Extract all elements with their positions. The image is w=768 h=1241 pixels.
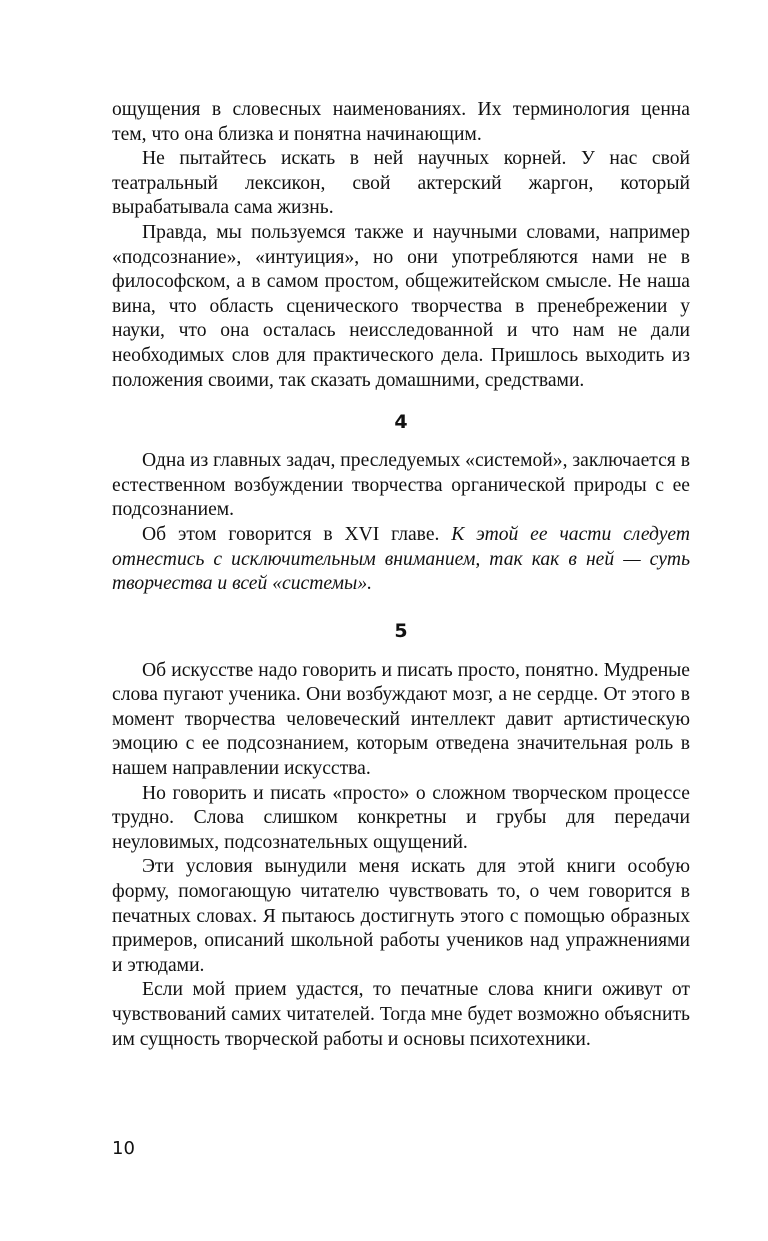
paragraph-s5-3: Эти условия вынудили меня искать для этой книги особую форму, помогающую читателю чувствовать то, о чем говорится в печатных словах. Я пытаюсь достигнуть этого с помощью образных примеров, описаний школьной работы учеников над упражнениями и этюдами. xyxy=(112,856,690,976)
paragraph-s5-1: Об искусстве надо говорить и писать просто, понятно. Мудреные слова пугают ученика. Они возбуждают мозг, а не сердце. От этого в момент творчества человеческий интеллект давит артистическую эмоцию с ее подсознанием, которым отведена значительная роль в нашем направлении искусства. xyxy=(112,659,690,780)
section-heading-5: 5 xyxy=(394,619,408,642)
section-heading-4: 4 xyxy=(394,411,408,434)
paragraph-intro-2: Не пытайтесь искать в ней научных корней. У нас свой театральный лексикон, свой актерский жаргон, который вырабатывала сама жизнь. xyxy=(112,148,690,219)
paragraph-s5-2: Но говорить и писать «просто» о сложном творческом процессе трудно. Слова слишком конкретны и грубы для передачи неуловимых, подсознательных ощущений. xyxy=(112,782,690,853)
paragraph-intro-1: ощущения в словесных наименованиях. Их терминология ценна тем, что она близка и понятна начинающим. xyxy=(112,99,690,145)
page-body xyxy=(112,98,690,1052)
paragraph-s5-4: Если мой прием удастся, то печатные слова книги оживут от чувствований самих читателей. Тогда мне будет возможно объяснить им сущность творческой работы и основы психотехники. xyxy=(112,979,690,1050)
paragraph-intro-3: Правда, мы пользуемся также и научными словами, например «подсознание», «интуиция», но они употребляются нами не в философском, а в самом простом, общежитейском смысле. Не наша вина, что область сценического творчества в пренебрежении у науки, что она осталась неисследованной и что нам не дали необходимых слов для практического дела. Пришлось выходить из положения своими, так сказать домашними, средствами. xyxy=(112,221,690,391)
page-number: 10 xyxy=(112,1138,135,1159)
paragraph-s4-2 xyxy=(112,523,690,597)
paragraph-s4-1: Одна из главных задач, преследуемых «системой», заключается в естественном возбуждении творчества органической природы с ее подсознанием. xyxy=(112,450,690,521)
paragraph-s4-2-italic: К этой ее части следует отнестись с исключительным вниманием, так как в ней — суть творчества и всей «системы». xyxy=(112,523,690,595)
paragraph-s4-2-regular: Об этом говорится в XVI главе. xyxy=(142,523,452,545)
